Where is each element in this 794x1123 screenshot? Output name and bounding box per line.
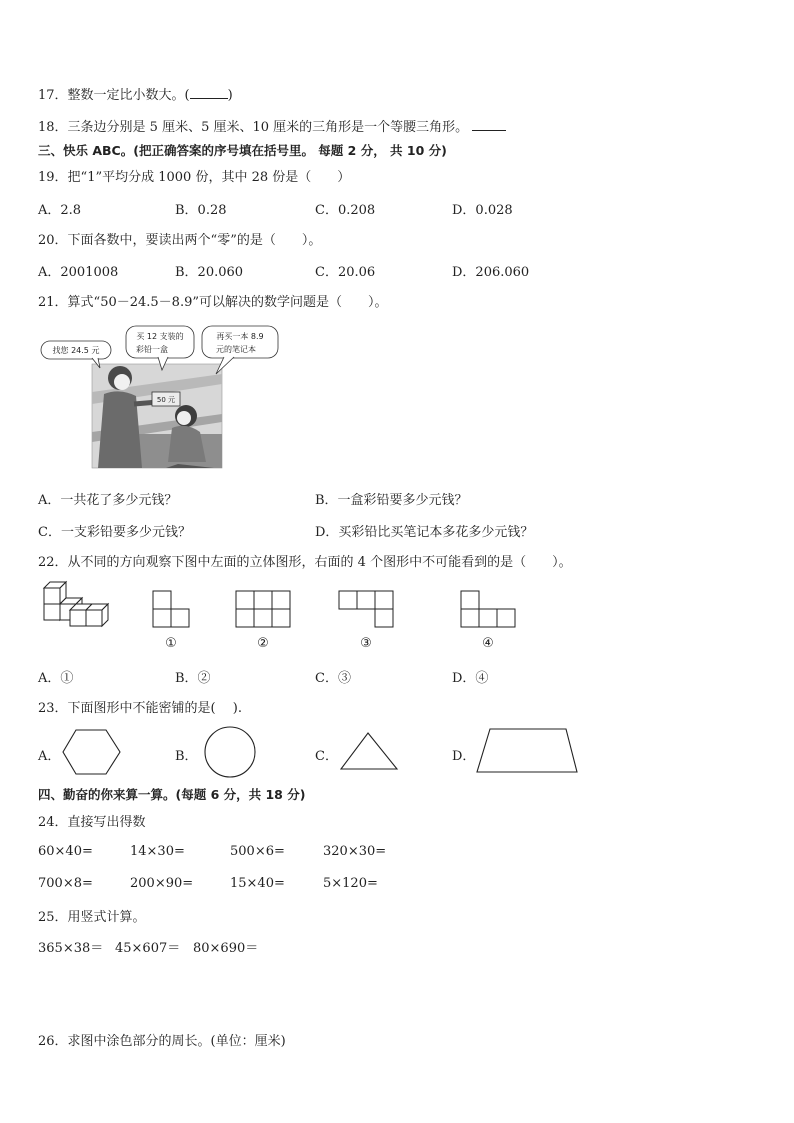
q20-option-c[interactable]: C．20.06	[315, 265, 376, 280]
vertical-calc-item: 365×38＝	[38, 941, 104, 956]
speech-bubble-buy-pencils	[126, 326, 194, 370]
question-24-text: 24．直接写出得数	[38, 815, 146, 830]
triangle-shape	[340, 731, 400, 773]
q23-option-b[interactable]: B．	[175, 749, 198, 764]
view-figure-3	[336, 589, 398, 651]
calc-item: 500×6=	[230, 844, 285, 859]
money-sign-label: 50 元	[156, 396, 176, 404]
q22-option-c[interactable]: C．③	[315, 671, 351, 686]
q20-option-a[interactable]: A．2001008	[38, 265, 119, 280]
q21-option-d[interactable]: D．买彩铅比买笔记本多花多少元钱？	[315, 525, 534, 540]
view-figure-2	[233, 589, 295, 651]
q22-option-b[interactable]: B．②	[175, 671, 211, 686]
view-figure-4	[458, 589, 520, 651]
svg-text:彩铅一盒: 彩铅一盒	[136, 345, 168, 354]
question-18-text: 18．三条边分别是 5 厘米、5 厘米、10 厘米的三角形是一个等腰三角形。	[38, 120, 469, 135]
view-label-2: ②	[257, 636, 269, 651]
hexagon-shape	[62, 728, 122, 776]
vertical-calc-item: 45×607＝	[115, 941, 181, 956]
view-label-1: ①	[165, 636, 177, 651]
q23-option-a[interactable]: A．	[38, 749, 61, 764]
svg-text:买 12 支装的: 买 12 支装的	[136, 332, 184, 341]
q22-option-a[interactable]: A．①	[38, 671, 74, 686]
question-19-text: 19．把“1”平均分成 1000 份，其中 28 份是（ ）	[38, 170, 351, 185]
svg-text:找您 24.5 元: 找您 24.5 元	[52, 346, 100, 355]
calc-item: 200×90=	[130, 876, 194, 891]
cube-solid-figure	[40, 582, 110, 632]
q19-option-a[interactable]: A．2.8	[38, 203, 82, 218]
section-4-heading: 四、勤奋的你来算一算。(每题 6 分，共 18 分)	[38, 787, 306, 802]
answer-blank-17[interactable]	[190, 86, 228, 99]
calc-item: 320×30=	[323, 844, 387, 859]
question-26-text: 26．求图中涂色部分的周长。(单位：厘米)	[38, 1034, 286, 1049]
question-20-text: 20．下面各数中，要读出两个“零”的是（ ）。	[38, 233, 322, 248]
q20-option-b[interactable]: B．20.060	[175, 265, 244, 280]
q19-option-d[interactable]: D．0.028	[452, 203, 513, 218]
question-18	[38, 116, 506, 135]
view-figure-1	[150, 589, 194, 651]
vertical-calc-item: 80×690＝	[193, 941, 259, 956]
calc-item: 700×8=	[38, 876, 93, 891]
question-17	[38, 84, 233, 103]
q23-option-c[interactable]: C．	[315, 749, 338, 764]
shop-illustration	[38, 322, 288, 468]
calc-item: 15×40=	[230, 876, 285, 891]
calc-item: 60×40=	[38, 844, 93, 859]
q23-option-d[interactable]: D．	[452, 749, 476, 764]
q21-option-a[interactable]: A．一共花了多少元钱？	[38, 493, 178, 508]
question-25-text: 25．用竖式计算。	[38, 910, 146, 925]
question-17-tail: )	[227, 88, 233, 103]
calc-item: 5×120=	[323, 876, 378, 891]
q21-option-c[interactable]: C．一支彩铅要多少元钱？	[38, 525, 191, 540]
question-22-text: 22．从不同的方向观察下图中左面的立体图形，右面的 4 个图形中不可能看到的是（ ）。	[38, 555, 572, 570]
trapezoid-shape	[476, 725, 580, 775]
q19-option-c[interactable]: C．0.208	[315, 203, 376, 218]
answer-blank-18[interactable]	[472, 118, 506, 131]
q21-option-b[interactable]: B．一盒彩铅要多少元钱？	[315, 493, 468, 508]
section-3-heading: 三、快乐 ABC。(把正确答案的序号填在括号里。 每题 2 分， 共 10 分)	[38, 143, 447, 158]
view-label-3: ③	[360, 636, 372, 651]
svg-text:元的笔记本: 元的笔记本	[216, 345, 256, 354]
q19-option-b[interactable]: B．0.28	[175, 203, 227, 218]
q22-option-d[interactable]: D．④	[452, 671, 489, 686]
circle-shape	[203, 725, 257, 779]
question-17-text: 17．整数一定比小数大。(	[38, 88, 190, 103]
question-21-text: 21．算式“50－24.5－8.9”可以解决的数学问题是（ ）。	[38, 295, 388, 310]
view-label-4: ④	[482, 636, 494, 651]
svg-text:再买一本 8.9: 再买一本 8.9	[216, 332, 264, 341]
calc-item: 14×30=	[130, 844, 185, 859]
q20-option-d[interactable]: D．206.060	[452, 265, 530, 280]
question-23-text: 23．下面图形中不能密铺的是( ).	[38, 701, 242, 716]
